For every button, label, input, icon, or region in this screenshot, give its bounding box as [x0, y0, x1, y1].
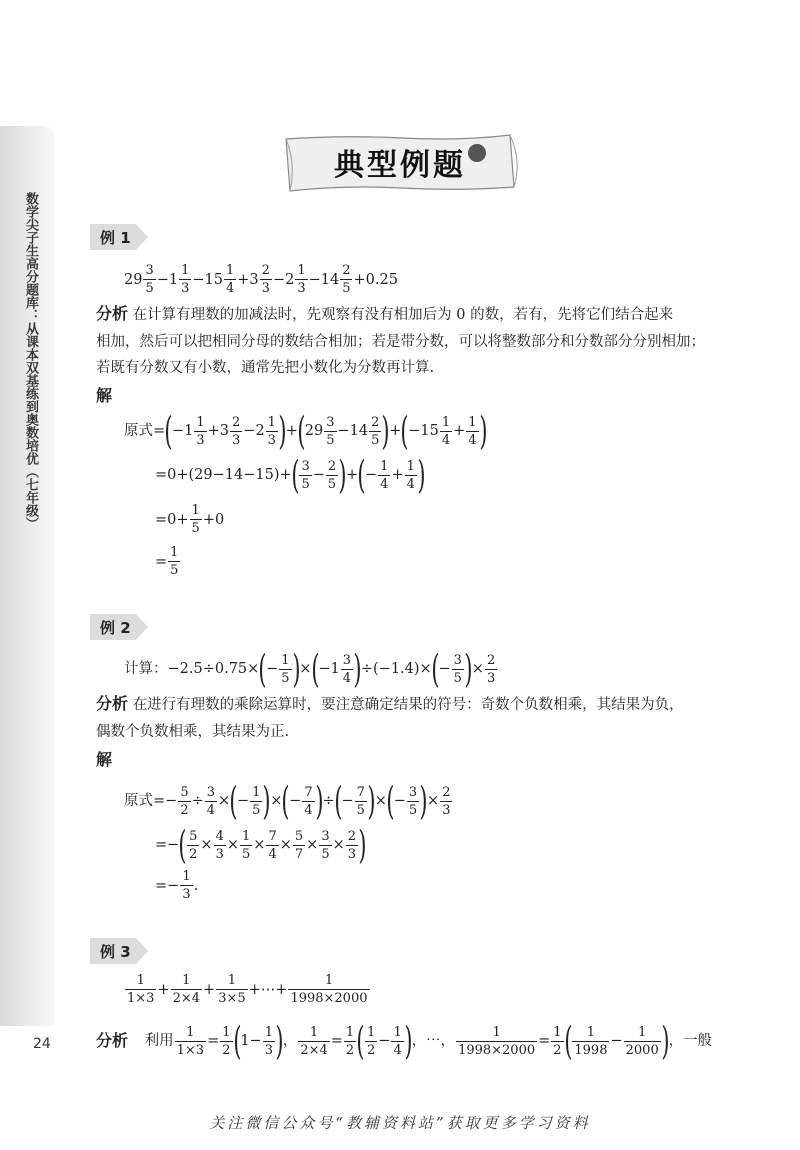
analysis-label: 分析 — [96, 304, 129, 323]
solution-label: 解 — [96, 750, 113, 769]
ex3-problem: $\frac{1}{1\times 3}$ + $\frac{1}{2\times 4}$ + $\frac{1}{3\times 5}$ +⋯+ $\frac{1}{1998\times 2000}$ — [127, 973, 368, 1006]
example-label-1: 例 1 — [100, 229, 131, 247]
book-title-vertical: 数学尖子生高分题库：从课本双基练到奥数培优（七年级） — [23, 192, 38, 530]
analysis-label: 分析 — [96, 694, 129, 713]
ex1-step-2: =0+(29−14−15)+( $\frac{3}{5}$ − $\frac{2}{5}$ )+(− $\frac{1}{4}$ + $\frac{1}{4}$ ) — [155, 453, 426, 497]
ex2-problem: 计算：−2.5÷0.75×(− $\frac{1}{5}$ )×(−1 $\frac{3}{4}$ )÷(−1.4)×(− $\frac{3}{5}$ )× $\frac{2}{3}$ — [124, 647, 496, 691]
ex1-step-1: 原式=(−1 $\frac{1}{3}$ +3 $\frac{2}{3}$ −2 $\frac{1}{3}$ )+(29 $\frac{3}{5}$ −14 $\frac{2}{5}$ )+(−15 $\frac{1}{4}$ + $\frac{1}{4}$ ) — [124, 409, 488, 453]
solution-label: 解 — [96, 386, 113, 405]
example-label-2: 例 2 — [100, 619, 131, 637]
ex3-analysis-line-1: 分析 利用 $\frac{1}{1\times 3}$ = $\frac{1}{2}$ (1− $\frac{1}{3}$ )， $\frac{1}{2\times 4}$ = $\frac{1}{2}$ ( $\frac{1}{2}$ − $\frac{1}{4}$ )，⋯， $\frac{1}{1998\times 2000}$ = $\frac{1}{2}$ ( $\frac{1}{1998}$ − $\frac{1}{2000}$ )，一般 — [96, 1019, 713, 1063]
page-number: 24 — [33, 1036, 51, 1052]
ex1-step-3: =0+ $\frac{1}{5}$ +0 — [155, 503, 225, 536]
ex2-step-1: 原式=− $\frac{5}{2}$ ÷ $\frac{3}{4}$ ×(− $\frac{1}{5}$ )×(− $\frac{7}{4}$ )÷(− $\frac{7}{5}$ )×(− $\frac{3}{5}$ )× $\frac{2}{3}$ — [124, 779, 451, 823]
ex1-analysis-line-2: 相加，然后可以把相同分母的数结合相加；若是带分数，可以将整数部分和分数部分分别相加； — [96, 334, 705, 350]
ex1-analysis-line-1: 分析 在计算有理数的加减法时，先观察有没有相加后为 0 的数，若有，先将它们结合起来 — [96, 304, 674, 323]
ex1-analysis-line-3: 若既有分数又有小数，通常先把小数化为分数再计算. — [96, 360, 435, 376]
ex1-step-4: = $\frac{1}{5}$ — [155, 545, 179, 578]
example-label-3: 例 3 — [100, 943, 131, 961]
ex2-step-3: =− $\frac{1}{3}$ . — [155, 869, 199, 902]
ex1-problem: 29 $\frac{3}{5}$ −1 $\frac{1}{3}$ −15 $\frac{1}{4}$ +3 $\frac{2}{3}$ −2 $\frac{1}{3}$ −14 $\frac{2}{5}$ +0.25 — [124, 263, 398, 296]
ex2-step-2: =−( $\frac{5}{2}$ × $\frac{4}{3}$ × $\frac{1}{5}$ × $\frac{7}{4}$ × $\frac{5}{7}$ × $\frac{3}{5}$ × $\frac{2}{3}$ ) — [155, 823, 367, 867]
ex2-analysis-line-1: 分析 在进行有理数的乘除运算时，要注意确定结果的符号：奇数个负数相乘，其结果为负， — [96, 694, 684, 713]
footer-watermark: 关注微信公众号“教辅资料站”获取更多学习资料 — [209, 1114, 591, 1132]
analysis-label: 分析 — [96, 1031, 129, 1050]
ex2-analysis-line-2: 偶数个负数相乘，其结果为正. — [96, 724, 290, 740]
section-title: 典型例题 — [334, 148, 466, 183]
